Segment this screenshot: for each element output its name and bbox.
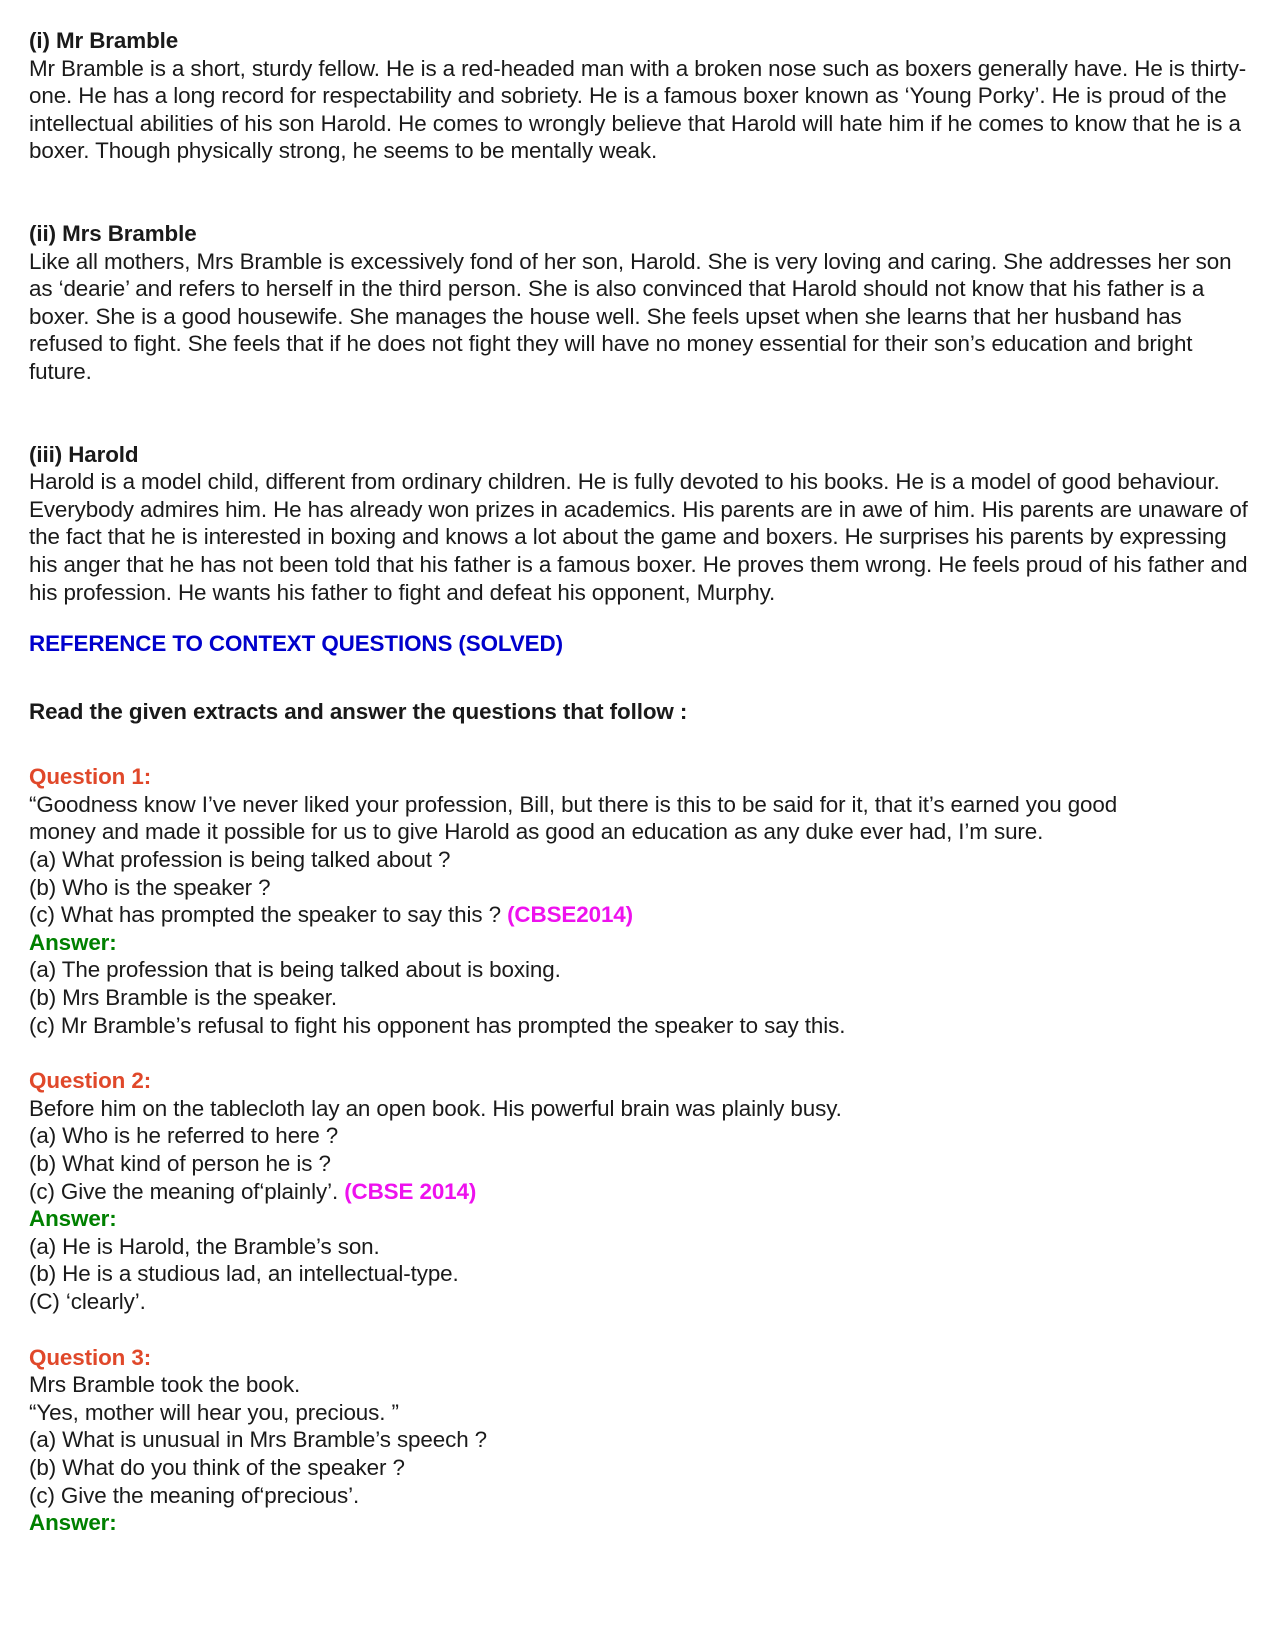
question-part-text: (c) What has prompted the speaker to say this ? bbox=[29, 902, 508, 928]
extract-line: Mrs Bramble took the book. bbox=[29, 1372, 301, 1398]
character-description: Like all mothers, Mrs Bramble is excessively fond of her son, Harold. She is very loving and caring. She addresses her son as ‘dearie’ and refers to herself in the third person. She is also convinced that Harold should not know that his father is a boxer. She is a good housewife. She manages the house well. She feels upset when she learns that her husband has refused to fight. She feels that if he does not fight they will have no money essential for their son’s education and bright future. bbox=[29, 248, 1232, 384]
question-part-text: (b) What kind of person he is ? bbox=[29, 1151, 331, 1176]
extract-line: money and made it possible for us to give Harold as good an education as any duke ever had, I’m sure. bbox=[29, 819, 1044, 845]
answer-line: (c) Mr Bramble’s refusal to fight his opponent has prompted the speaker to say this. bbox=[29, 1012, 846, 1038]
question-part-text: (c) Give the meaning of‘precious’. bbox=[29, 1482, 360, 1508]
answer-line: (a) He is Harold, the Bramble’s son. bbox=[29, 1233, 380, 1259]
instruction-text: Read the given extracts and answer the questions that follow : bbox=[29, 698, 688, 724]
answer-label: Answer: bbox=[29, 1206, 117, 1232]
question-label: Question 3: bbox=[29, 1344, 152, 1370]
character-section-mrs-bramble bbox=[29, 220, 1259, 386]
question-part-text: (b) What do you think of the speaker ? bbox=[29, 1454, 405, 1480]
answer-label: Answer: bbox=[29, 929, 117, 955]
question-part-text: (a) What profession is being talked about ? bbox=[29, 847, 451, 873]
question-part-text: (c) Give the meaning of‘plainly’. bbox=[29, 1178, 345, 1204]
character-title: (iii) Harold bbox=[29, 441, 139, 467]
question-block-1 bbox=[29, 763, 1259, 1039]
spacer bbox=[29, 725, 1259, 763]
question-part-text: (a) What is unusual in Mrs Bramble’s speech ? bbox=[29, 1427, 488, 1453]
extract-line: “Goodness know I’ve never liked your profession, Bill, but there is this to be said for it, that it’s earned you good bbox=[29, 791, 1118, 817]
answer-line: (a) The profession that is being talked about is boxing. bbox=[29, 957, 561, 983]
section-heading: REFERENCE TO CONTEXT QUESTIONS (SOLVED) bbox=[29, 631, 563, 657]
character-description: Harold is a model child, different from ordinary children. He is fully devoted to his books. He is a model of good behaviour. Everybody admires him. He has already won prizes in academics. His parents are in awe of him. His parents are unaware of the fact that he is interested in boxing and knows a lot about the game and boxers. He surprises his parents by expressing his anger that he has not been told that his father is a famous boxer. He proves them wrong. He feels proud of his father and his profession. He wants his father to fight and defeat his opponent, Murphy. bbox=[29, 469, 1248, 605]
cbse-tag: (CBSE2014) bbox=[507, 902, 634, 928]
spacer bbox=[29, 1039, 1259, 1067]
answer-line: (C) ‘clearly’. bbox=[29, 1288, 146, 1314]
question-part bbox=[29, 1178, 1259, 1206]
character-section-mr-bramble bbox=[29, 27, 1259, 165]
question-part bbox=[29, 1454, 1259, 1482]
question-part bbox=[29, 1150, 1259, 1178]
question-block-2 bbox=[29, 1067, 1259, 1315]
question-part bbox=[29, 846, 1259, 874]
spacer bbox=[29, 386, 1259, 441]
spacer bbox=[29, 165, 1259, 220]
answer-label: Answer: bbox=[29, 1510, 117, 1536]
question-label: Question 2: bbox=[29, 1068, 152, 1094]
question-part bbox=[29, 1122, 1259, 1150]
answer-line: (b) He is a studious lad, an intellectual-type. bbox=[29, 1261, 459, 1287]
document-page bbox=[29, 27, 1259, 1537]
cbse-tag: (CBSE 2014) bbox=[344, 1178, 477, 1204]
spacer bbox=[29, 1316, 1259, 1344]
question-part bbox=[29, 874, 1259, 902]
character-title: (ii) Mrs Bramble bbox=[29, 220, 197, 246]
spacer bbox=[29, 606, 1259, 630]
extract-line: Before him on the tablecloth lay an open book. His powerful brain was plainly busy. bbox=[29, 1095, 842, 1121]
question-part bbox=[29, 1482, 1259, 1510]
question-part bbox=[29, 1426, 1259, 1454]
spacer bbox=[29, 658, 1259, 698]
question-part-text: (b) Who is the speaker ? bbox=[29, 874, 271, 900]
answer-line: (b) Mrs Bramble is the speaker. bbox=[29, 985, 337, 1011]
question-block-3 bbox=[29, 1344, 1259, 1537]
character-description: Mr Bramble is a short, sturdy fellow. He is a red-headed man with a broken nose such as boxers generally have. He is thirty-one. He has a long record for respectability and sobriety. He is a famous boxer known as ‘Young Porky’. He is proud of the intellectual abilities of his son Harold. He comes to wrongly believe that Harold will hate him if he comes to know that he is a boxer. Though physically strong, he seems to be mentally weak. bbox=[29, 55, 1247, 164]
question-label: Question 1: bbox=[29, 764, 152, 790]
question-part-text: (a) Who is he referred to here ? bbox=[29, 1123, 339, 1149]
character-title: (i) Mr Bramble bbox=[29, 28, 179, 53]
question-part bbox=[29, 901, 1259, 929]
extract-line: “Yes, mother will hear you, precious. ” bbox=[29, 1399, 399, 1425]
character-section-harold bbox=[29, 441, 1259, 607]
